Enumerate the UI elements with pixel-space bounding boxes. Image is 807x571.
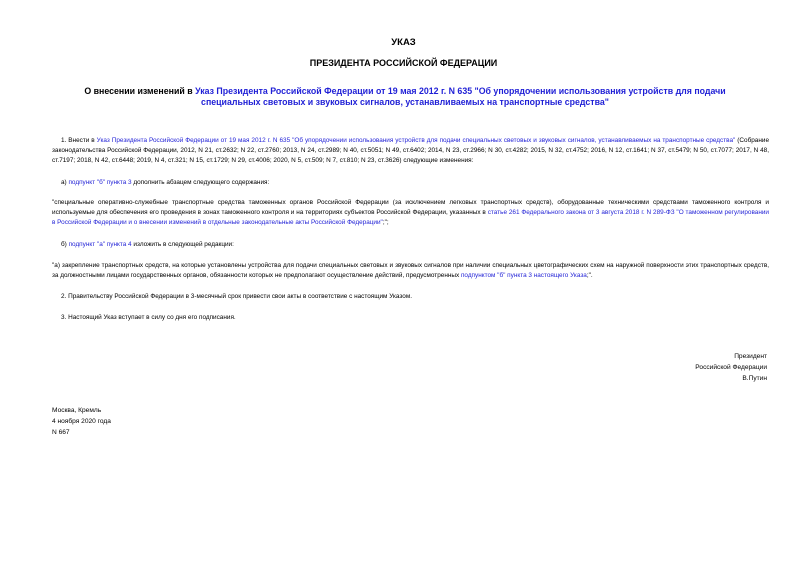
footer-number: N 667 xyxy=(52,429,70,436)
subparagraph-a-link[interactable]: подпункт "б" пункта 3 xyxy=(68,179,132,186)
paragraph-1-prefix: 1. Внести в xyxy=(61,137,97,144)
quote-1-text: "специальные оперативно-служебные транспортные средства таможенных органов Российской Федерации (за исключением легковых транспортных средств), оборудованные техническими средствами таможенного контроля и используемые для обеспечения его проведения в зонах таможенного контроля и на территориях субъектов Российской Федерации, указанных в xyxy=(52,199,769,216)
subparagraph-b xyxy=(52,240,769,250)
quote-1-law-link[interactable]: статье 261 Федерального закона от 3 августа 2018 г. N 289-ФЗ "О таможенном регулировании в Российской Федерации и о внесении изменений в отдельные законодательные акты Российской Федерации" xyxy=(52,209,770,226)
document-subject xyxy=(60,86,750,108)
subject-decree-link[interactable]: Указ Президента Российской Федерации от 19 мая 2012 г. N 635 "Об упорядочении использования устройств для подачи специальных световых и звуковых сигналов, устанавливаемых на транспортные средства" xyxy=(195,86,726,107)
subparagraph-b-link[interactable]: подпункт "а" пункта 4 xyxy=(68,241,132,248)
quote-2-link[interactable]: подпунктом "б" пункта 3 настоящего Указа xyxy=(460,272,587,279)
signature-country: Российской Федерации xyxy=(695,364,767,371)
subparagraph-a-text: дополнить абзацем следующего содержания: xyxy=(131,179,270,186)
quote-2-text: "а) закрепление транспортных средств, на которые установлены устройства для подачи специальных световых и звуковых сигналов при наличии специальных цветографических схем на наружной поверхности этих транспортных средств, за должностными лицами государственных органов, обязанности которых не предполагают осуществление действий, предусмотренных xyxy=(52,262,769,279)
subparagraph-a-prefix: а) xyxy=(61,179,69,186)
document-issuer: ПРЕЗИДЕНТА РОССИЙСКОЙ ФЕДЕРАЦИИ xyxy=(309,58,498,68)
paragraph-3: 3. Настоящий Указ вступает в силу со дня его подписания. xyxy=(61,314,236,321)
signature-position: Президент xyxy=(734,353,767,360)
quote-1-suffix: ;"; xyxy=(382,219,389,226)
signature-name: В.Путин xyxy=(742,375,767,382)
signature-block xyxy=(567,351,767,384)
quote-2-suffix: ;". xyxy=(586,272,593,279)
subject-prefix: О внесении изменений в xyxy=(84,86,196,96)
paragraph-1-text: (Собрание законодательства Российской Федерации, 2012, N 21, ст.2632; N 22, ст.2760; 2013, N 24, ст.2989; N 40, ст.5051; N 49, ст.6402; 2014, N 23, ст.2966; N 30, ст.4282; 2015, N 32, ст.4752; 2016, N 12, ст.1641; N 37, ст.5479; N 50, ст.7077; 2017, N 48, ст.7197; 2018, N 42, ст.6448; 2019, N 4, ст.321; N 15, ст.1729; N 29, ст.4006; 2020, N 5, ст.509; N 7, ст.810; N 23, ст.3626) следующие изменения: xyxy=(52,137,769,164)
subparagraph-b-prefix: б) xyxy=(61,241,69,248)
subparagraph-b-text: изложить в следующей редакции: xyxy=(131,241,234,248)
paragraph-2: 2. Правительству Российской Федерации в 3-месячный срок привести свои акты в соответствие с настоящим Указом. xyxy=(61,293,412,300)
footer-date: 4 ноября 2020 года xyxy=(52,418,111,425)
subparagraph-a xyxy=(52,178,769,188)
paragraph-1 xyxy=(52,136,769,166)
quote-1 xyxy=(52,198,769,228)
document-footer xyxy=(52,405,111,438)
document-title: УКАЗ xyxy=(391,37,416,48)
footer-place: Москва, Кремль xyxy=(52,407,102,414)
quote-2 xyxy=(52,261,769,281)
paragraph-1-decree-link[interactable]: Указ Президента Российской Федерации от 19 мая 2012 г. N 635 "Об упорядочении использования устройств для подачи специальных световых и звуковых сигналов, устанавливаемых на транспортные средства" xyxy=(96,137,736,144)
